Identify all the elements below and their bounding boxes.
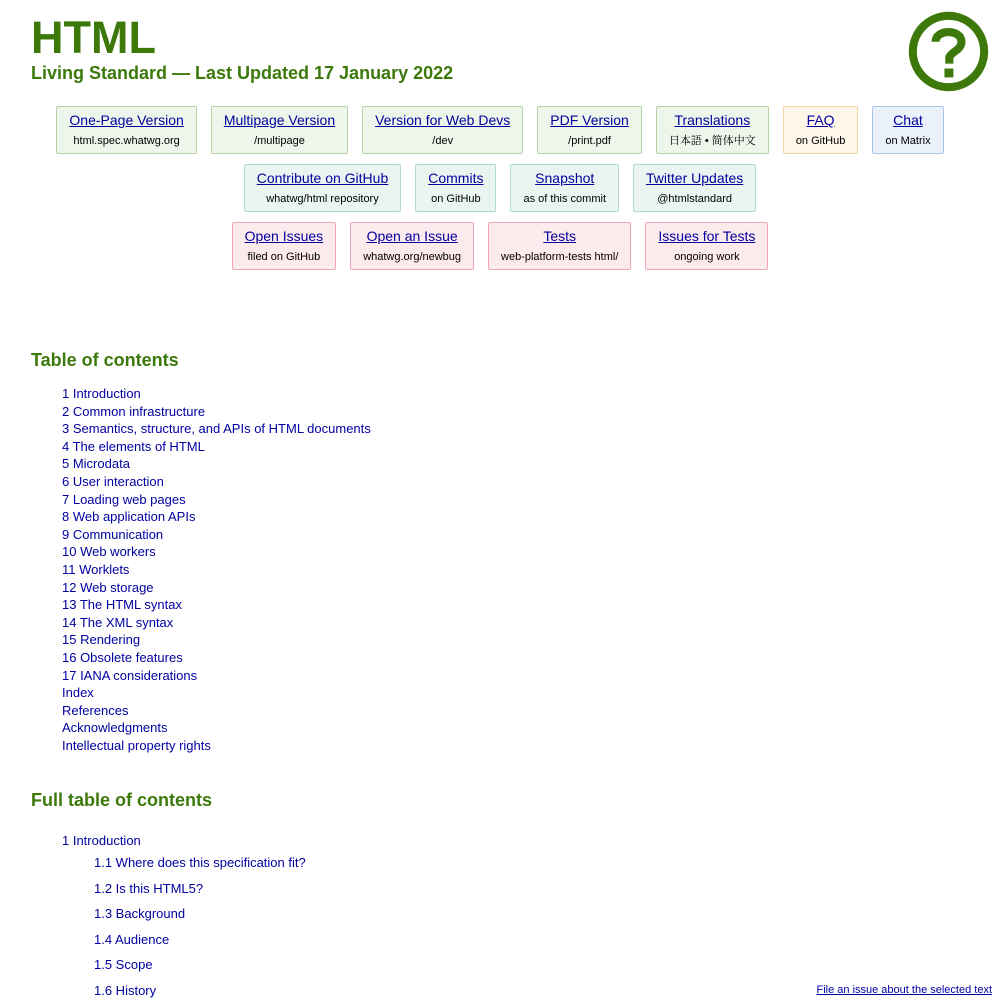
twitter-updates-sublabel: @htmlstandard <box>646 191 743 207</box>
full-toc-subitem <box>94 956 306 982</box>
toc-link[interactable]: 15 Rendering <box>62 632 140 647</box>
toc-link[interactable]: 10 Web workers <box>62 544 156 559</box>
toc-item <box>62 737 371 755</box>
full-toc-subitem <box>94 880 306 906</box>
toc-item <box>62 614 371 632</box>
twitter-updates-box <box>633 164 756 212</box>
toc-link[interactable]: Index <box>62 685 94 700</box>
full-toc-sublink[interactable]: 1.5 Scope <box>94 957 153 972</box>
full-toc-item-introduction <box>62 832 141 849</box>
translations-link[interactable]: Translations <box>669 111 756 129</box>
full-toc-sublink[interactable]: 1.6 History <box>94 983 156 998</box>
tests-box <box>488 222 631 270</box>
twitter-updates-link[interactable]: Twitter Updates <box>646 169 743 187</box>
version-for-web-devs-sublabel: /dev <box>375 133 510 149</box>
toc-item <box>62 455 371 473</box>
full-toc-sublink[interactable]: 1.3 Background <box>94 906 185 921</box>
translations-box <box>656 106 769 154</box>
toc-item <box>62 579 371 597</box>
full-toc-sublink[interactable]: 1.2 Is this HTML5? <box>94 881 203 896</box>
question-mark-icon[interactable] <box>908 11 989 92</box>
toc-link[interactable]: 17 IANA considerations <box>62 668 197 683</box>
toc-item <box>62 684 371 702</box>
toc-link[interactable]: 4 The elements of HTML <box>62 439 205 454</box>
open-issues-link[interactable]: Open Issues <box>245 227 324 245</box>
page-subtitle: Living Standard — Last Updated 17 January 2022 <box>31 62 453 84</box>
spec-links-row-3 <box>0 222 1000 270</box>
version-for-web-devs-box <box>362 106 523 154</box>
chat-sublabel: on Matrix <box>885 133 930 149</box>
toc-item <box>62 719 371 737</box>
multipage-version-link[interactable]: Multipage Version <box>224 111 335 129</box>
toc-item <box>62 526 371 544</box>
full-toc-sublink[interactable]: 1.4 Audience <box>94 932 169 947</box>
chat-link[interactable]: Chat <box>885 111 930 129</box>
toc-link[interactable]: 9 Communication <box>62 527 163 542</box>
toc-link[interactable]: References <box>62 703 128 718</box>
tests-sublabel: web-platform-tests html/ <box>501 249 618 265</box>
version-for-web-devs-link[interactable]: Version for Web Devs <box>375 111 510 129</box>
toc-item <box>62 596 371 614</box>
toc-link[interactable]: 6 User interaction <box>62 474 164 489</box>
toc-link[interactable]: 2 Common infrastructure <box>62 404 205 419</box>
one-page-version-link[interactable]: One-Page Version <box>69 111 183 129</box>
full-toc-subitem <box>94 905 306 931</box>
toc-item <box>62 438 371 456</box>
full-toc-link-introduction[interactable]: 1 Introduction <box>62 833 141 848</box>
chat-box <box>872 106 943 154</box>
toc-item <box>62 403 371 421</box>
commits-link[interactable]: Commits <box>428 169 483 187</box>
snapshot-box <box>510 164 619 212</box>
toc-item <box>62 491 371 509</box>
faq-link[interactable]: FAQ <box>796 111 846 129</box>
multipage-version-box <box>211 106 348 154</box>
toc-list <box>62 385 371 754</box>
open-issues-box <box>232 222 337 270</box>
tests-link[interactable]: Tests <box>501 227 618 245</box>
pdf-version-link[interactable]: PDF Version <box>550 111 629 129</box>
toc-link[interactable]: 7 Loading web pages <box>62 492 186 507</box>
toc-item <box>62 420 371 438</box>
toc-link[interactable]: 16 Obsolete features <box>62 650 183 665</box>
toc-link[interactable]: 12 Web storage <box>62 580 154 595</box>
toc-link[interactable]: 13 The HTML syntax <box>62 597 182 612</box>
commits-box <box>415 164 496 212</box>
open-issues-sublabel: filed on GitHub <box>245 249 324 265</box>
full-toc-heading: Full table of contents <box>31 789 212 811</box>
faq-box <box>783 106 859 154</box>
one-page-version-box <box>56 106 196 154</box>
spec-links-row-1 <box>0 106 1000 154</box>
toc-item <box>62 543 371 561</box>
toc-link[interactable]: 5 Microdata <box>62 456 130 471</box>
full-toc-sublist <box>94 854 306 1007</box>
toc-item <box>62 702 371 720</box>
contribute-on-github-link[interactable]: Contribute on GitHub <box>257 169 389 187</box>
toc-item <box>62 385 371 403</box>
snapshot-link[interactable]: Snapshot <box>523 169 606 187</box>
toc-link[interactable]: 1 Introduction <box>62 386 141 401</box>
full-toc-sublink[interactable]: 1.1 Where does this specification fit? <box>94 855 306 870</box>
open-an-issue-link[interactable]: Open an Issue <box>363 227 461 245</box>
multipage-version-sublabel: /multipage <box>224 133 335 149</box>
open-an-issue-sublabel: whatwg.org/newbug <box>363 249 461 265</box>
translations-sublabel: 日本語 • 简体中文 <box>669 133 756 149</box>
toc-item <box>62 649 371 667</box>
toc-item <box>62 631 371 649</box>
toc-item <box>62 473 371 491</box>
issues-for-tests-box <box>645 222 768 270</box>
issues-for-tests-sublabel: ongoing work <box>658 249 755 265</box>
toc-item <box>62 561 371 579</box>
open-an-issue-box <box>350 222 474 270</box>
full-toc-subitem <box>94 931 306 957</box>
toc-link[interactable]: 11 Worklets <box>62 562 129 577</box>
toc-heading: Table of contents <box>31 349 179 371</box>
commits-sublabel: on GitHub <box>428 191 483 207</box>
pdf-version-sublabel: /print.pdf <box>550 133 629 149</box>
spec-links-row-2 <box>0 164 1000 212</box>
page-title: HTML <box>31 12 156 64</box>
file-issue-link[interactable]: File an issue about the selected text <box>817 983 993 997</box>
snapshot-sublabel: as of this commit <box>523 191 606 207</box>
issues-for-tests-link[interactable]: Issues for Tests <box>658 227 755 245</box>
toc-item <box>62 508 371 526</box>
full-toc-subitem <box>94 982 306 1007</box>
contribute-on-github-sublabel: whatwg/html repository <box>257 191 389 207</box>
pdf-version-box <box>537 106 642 154</box>
faq-sublabel: on GitHub <box>796 133 846 149</box>
contribute-on-github-box <box>244 164 402 212</box>
full-toc-subitem <box>94 854 306 880</box>
toc-item <box>62 667 371 685</box>
toc-link[interactable]: Intellectual property rights <box>62 738 211 753</box>
one-page-version-sublabel: html.spec.whatwg.org <box>69 133 183 149</box>
toc-link[interactable]: 14 The XML syntax <box>62 615 173 630</box>
toc-link[interactable]: 3 Semantics, structure, and APIs of HTML documents <box>62 421 371 436</box>
toc-link[interactable]: Acknowledgments <box>62 720 168 735</box>
toc-link[interactable]: 8 Web application APIs <box>62 509 195 524</box>
